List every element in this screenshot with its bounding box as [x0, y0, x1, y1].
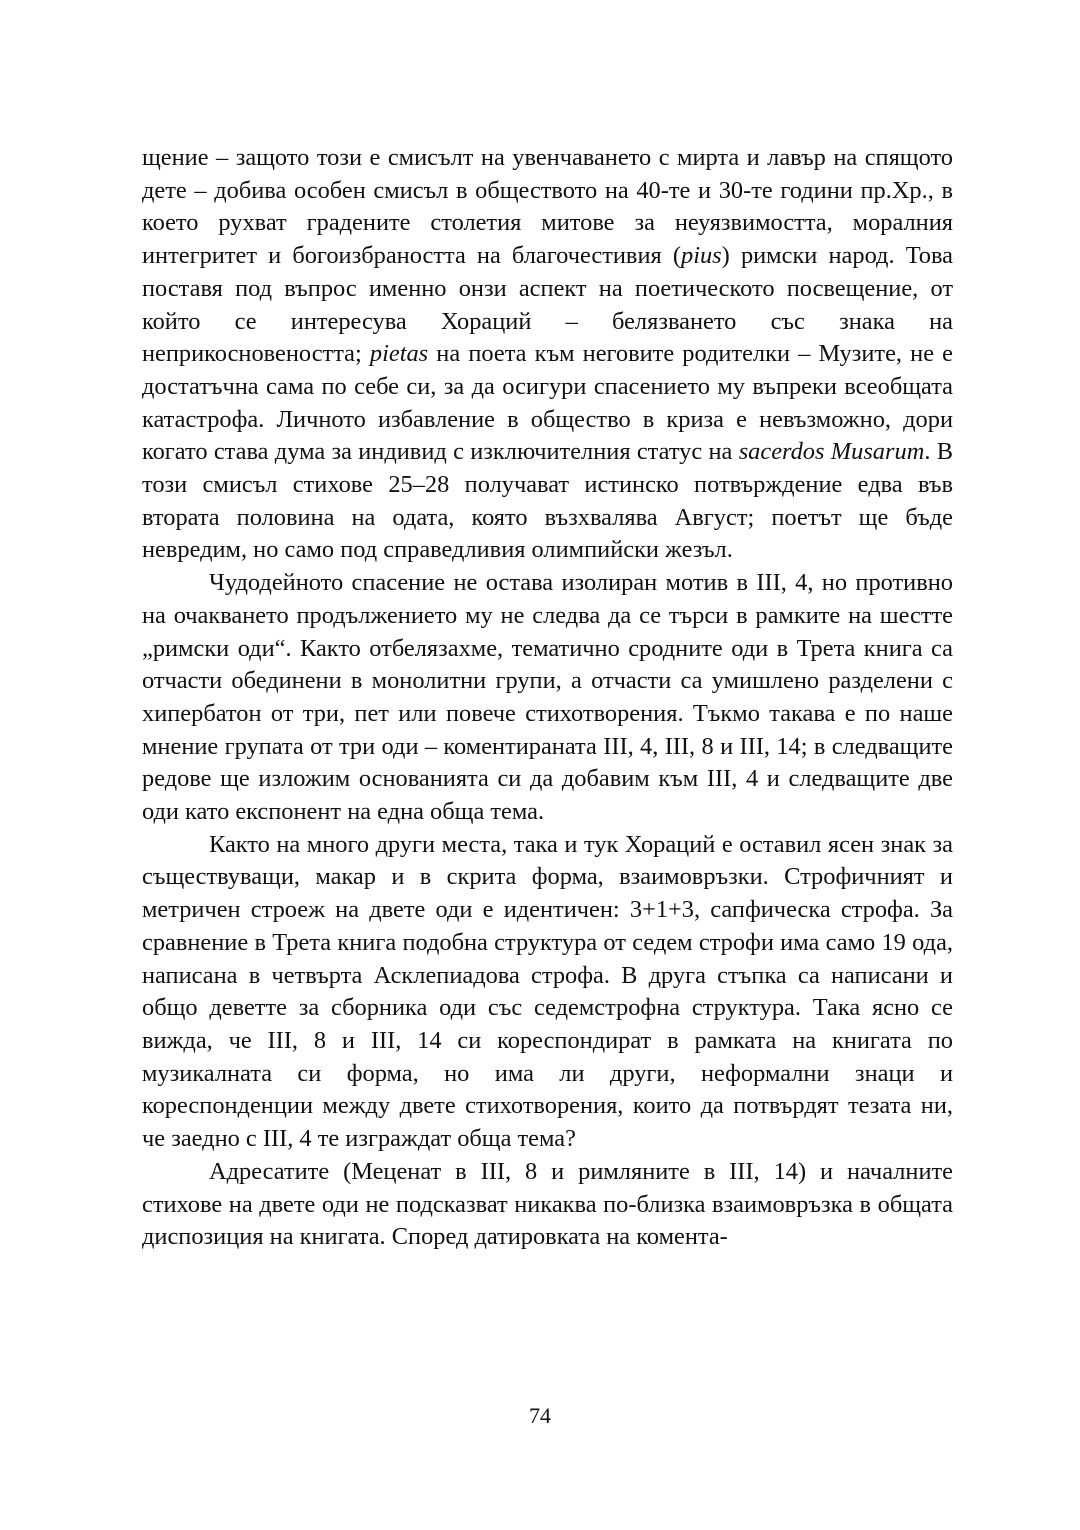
paragraph-1	[142, 142, 953, 567]
text-segment: Чудодейното спасение не остава изолиран мотив в III, 4, но противно на очакването продължението му не следва да се търси в рамките на шестте „римски оди“. Както отбелязахме, тематично сродните оди в Трета книга са отчасти обединени в монолитни групи, а отчасти са умишлено разделени с хипербатон от три, пет или повече стихотворения. Тъкмо такава е по наше мнение групата от три оди – коментираната III, 4, III, 8 и III, 14; в следващите редове ще изложим основанията си да добавим към III, 4 и следващите две оди като експонент на една обща тема.	[142, 569, 953, 826]
text-segment: щение – защото този е смисълт на увенчаването с мирта и лавър на спящото дете – добива особен смисъл в обществото на 40-те и 30-те години пр.Хр., в което рухват градените столетия митове за неуязвимостта, моралния интегритет и богоизбраността на благочестивия (	[142, 144, 953, 270]
text-segment: . В този смисъл стихове 25–28 получават истинско потвърждение едва във втората половина на одата, която възхвалява Август; поетът ще бъде невредим, но само под справедливия олимпийски жезъл.	[142, 438, 953, 564]
paragraph-4	[142, 1156, 953, 1254]
text-segment: на поета към неговите родителки – Музите, не е достатъчна сама по себе си, за да осигури спасението му въпреки всеобщата катастрофа. Личното избавление в общество в криза е невъзможно, дори когато става дума за индивид с изключителния статус на	[142, 340, 953, 466]
italic-term: sacerdos Musarum	[738, 438, 925, 466]
page-number: 74	[529, 1403, 551, 1428]
paragraph-2	[142, 567, 953, 829]
italic-term: pius	[681, 242, 722, 270]
italic-term: pietas	[369, 340, 429, 368]
text-segment: Както на много други места, така и тук Хораций е оставил ясен знак за съществуващи, макар и в скрита форма, взаимовръзки. Строфичният и метричен строеж на двете оди е идентичен: 3+1+3, сапфическа строфа. За сравнение в Трета книга подобна структура от седем строфи има само 19 ода, написана в четвърта Асклепиадова строфа. В друга стъпка са написани и общо деветте за сборника оди със седемстрофна структура. Така ясно се вижда, че III, 8 и III, 14 си кореспондират в рамката на книгата по музикалната си форма, но има ли други, неформални знаци и кореспонденции между двете стихотворения, които да потвърдят тезата ни, че заедно с III, 4 те изграждат обща тема?	[142, 830, 953, 1153]
paragraph-3	[142, 829, 953, 1156]
text-segment: Адресатите (Меценат в III, 8 и римляните в III, 14) и началните стихове на двете оди не подсказват никаква по-близка взаимовръзка в общата диспозиция на книгата. Според датировката на комента-	[142, 1157, 953, 1251]
text-segment: ) римски народ. Това поставя под въпрос именно онзи аспект на поетическото посвещение, от който се интересува Хораций – белязването със знака на неприкосновеността;	[142, 242, 953, 368]
document-body	[142, 142, 953, 1254]
